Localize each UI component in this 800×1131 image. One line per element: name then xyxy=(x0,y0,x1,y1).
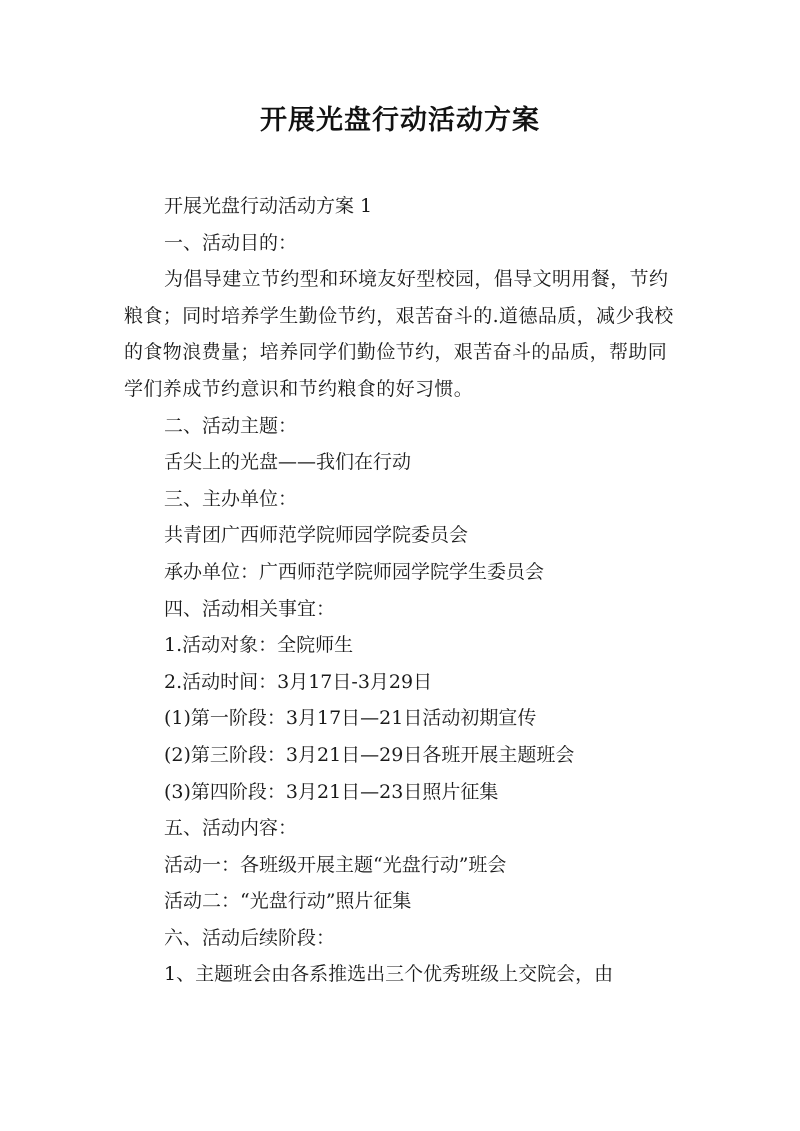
paragraph: 为倡导建立节约型和环境友好型校园，倡导文明用餐，节约粮食；同时培养学生勤俭节约，艰苦奋斗的.道德品质，减少我校的食物浪费量；培养同学们勤俭节约，艰苦奋斗的品质，帮助同学们养成节约意识和节约粮食的好习惯。 xyxy=(124,268,674,400)
section-heading: 三、主办单位： xyxy=(164,487,298,510)
text-line: 共青团广西师范学院师园学院委员会 xyxy=(164,524,469,547)
text-line: 1.活动对象：全院师生 xyxy=(164,634,354,657)
section-heading: 开展光盘行动活动方案 1 xyxy=(164,195,373,217)
text-line: 舌尖上的光盘——我们在行动 xyxy=(164,451,412,474)
text-line: (2)第三阶段：3月21日—29日各班开展主题班会 xyxy=(164,743,575,766)
document-title: 开展光盘行动活动方案 xyxy=(260,105,540,136)
text-line: 2.活动时间：3月17日-3月29日 xyxy=(164,670,433,693)
document-body xyxy=(124,188,684,993)
text-line: 1、主题班会由各系推选出三个优秀班级上交院会，由 xyxy=(164,963,614,986)
section-heading: 二、活动主题： xyxy=(164,414,298,437)
section-heading: 五、活动内容： xyxy=(164,817,298,840)
text-line: 活动一：各班级开展主题“光盘行动”班会 xyxy=(164,853,507,876)
text-line: (1)第一阶段：3月17日—21日活动初期宣传 xyxy=(164,707,537,730)
section-heading: 四、活动相关事宜： xyxy=(164,597,336,620)
section-heading: 六、活动后续阶段： xyxy=(164,926,336,949)
text-line: 承办单位：广西师范学院师园学院学生委员会 xyxy=(164,560,545,583)
text-line: 活动二：“光盘行动”照片征集 xyxy=(164,890,412,913)
text-line: (3)第四阶段：3月21日—23日照片征集 xyxy=(164,780,499,803)
section-heading: 一、活动目的： xyxy=(164,231,298,254)
